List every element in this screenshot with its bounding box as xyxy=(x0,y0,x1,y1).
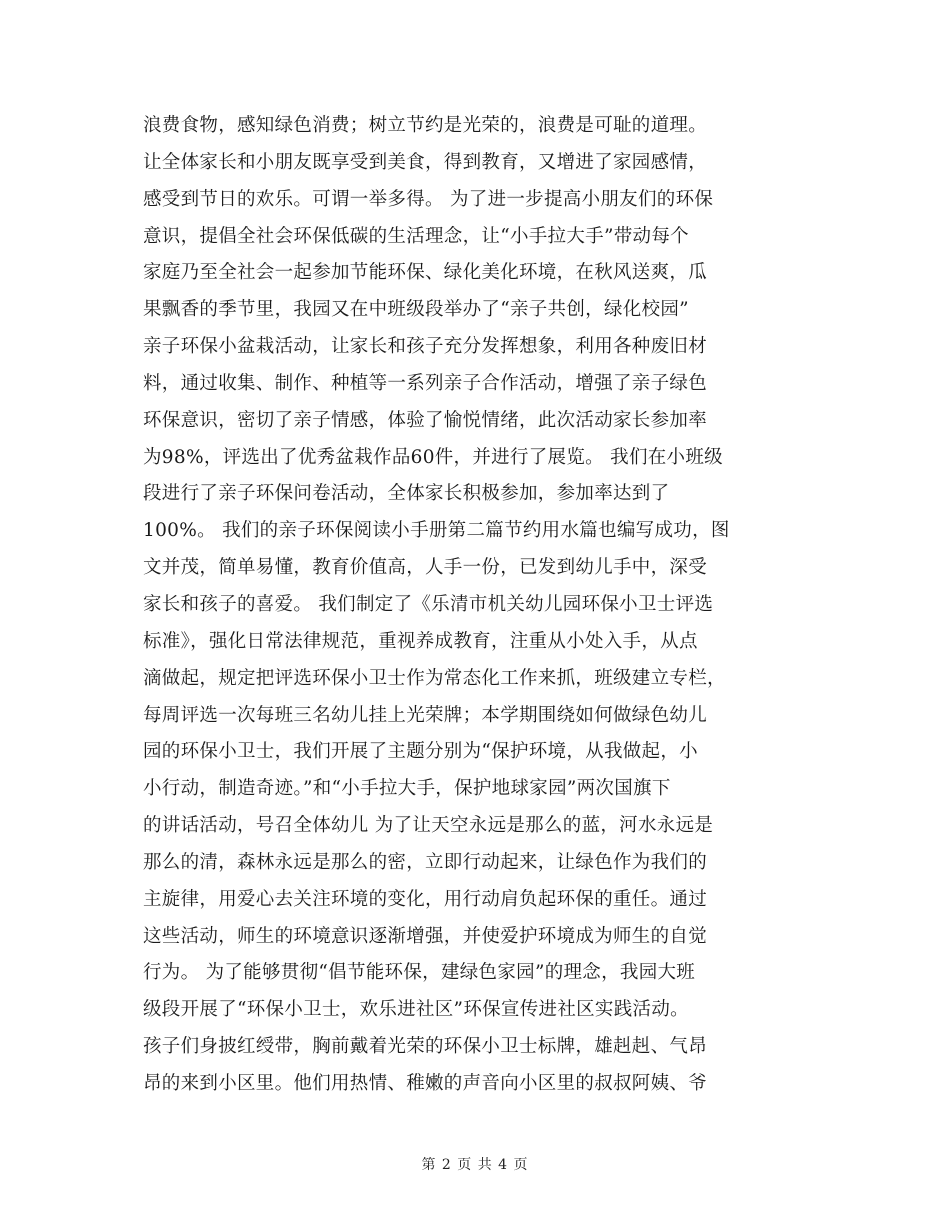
text-line: 孩子们身披红绶带，胸前戴着光荣的环保小卫士标牌，雄赳赳、气昂 xyxy=(143,1036,708,1058)
text-line: 主旋律，用爱心去关注环境的变化，用行动肩负起环保的重任。通过 xyxy=(143,888,708,910)
text-line: 意识，提倡全社会环保低碳的生活理念，让“小手拉大手”带动每个 xyxy=(143,225,689,247)
page-footer: 第 2 页 共 4 页 xyxy=(421,1157,529,1173)
text-line: 环保意识，密切了亲子情感，体验了愉悦情绪，此次活动家长参加率 xyxy=(143,409,708,431)
text-line: 段进行了亲子环保问卷活动，全体家长积极参加，参加率达到了 xyxy=(143,483,670,505)
text-line: 这些活动，师生的环境意识逐渐增强，并使爱护环境成为师生的自觉 xyxy=(143,925,708,947)
text-line: 家庭乃至全社会一起参加节能环保、绿化美化环境，在秋风送爽，瓜 xyxy=(143,262,708,284)
text-line: 亲子环保小盆栽活动，让家长和孩子充分发挥想象，利用各种废旧材 xyxy=(143,336,708,358)
text-line: 感受到节日的欢乐。可谓一举多得。 为了进一步提高小朋友们的环保 xyxy=(143,188,714,210)
text-line: 那么的清，森林永远是那么的密，立即行动起来，让绿色作为我们的 xyxy=(143,851,708,873)
text-line: 行为。 为了能够贯彻“倡节能环保，建绿色家园”的理念，我园大班 xyxy=(143,962,696,984)
text-line: 文并茂，简单易懂，教育价值高，人手一份，已发到幼儿手中，深受 xyxy=(143,557,708,579)
text-line: 园的环保小卫士，我们开展了主题分别为“保护环境，从我做起，小 xyxy=(143,741,698,763)
text-line: 标准》，强化日常法律规范，重视养成教育，注重从小处入手，从点 xyxy=(143,630,698,652)
text-line: 级段开展了“环保小卫士，欢乐进社区”环保宣传进社区实践活动。 xyxy=(143,999,689,1021)
text-line: 为98%，评选出了优秀盆栽作品60件，并进行了展览。 我们在小班级 xyxy=(143,446,723,468)
text-line: 滴做起，规定把评选环保小卫士作为常态化工作来抓，班级建立专栏， xyxy=(143,667,726,689)
text-line: 的讲话活动，号召全体幼儿 为了让天空永远是那么的蓝，河水永远是 xyxy=(143,815,714,837)
text-line: 昂的来到小区里。他们用热情、稚嫩的声音向小区里的叔叔阿姨、爷 xyxy=(143,1072,708,1094)
body-text xyxy=(143,108,813,1103)
text-line: 家长和孩子的喜爱。 我们制定了《乐清市机关幼儿园环保小卫士评选 xyxy=(143,593,714,615)
text-line: 让全体家长和小朋友既享受到美食，得到教育，又增进了家园感情， xyxy=(143,151,708,173)
text-line: 料，通过收集、制作、种植等一系列亲子合作活动，增强了亲子绿色 xyxy=(143,372,708,394)
text-line: 果飘香的季节里，我园又在中班级段举办了“亲子共创，绿化校园” xyxy=(143,299,689,321)
text-line: 100%。 我们的亲子环保阅读小手册第二篇节约用水篇也编写成功，图 xyxy=(143,520,730,542)
text-line: 浪费食物，感知绿色消费；树立节约是光荣的，浪费是可耻的道理。 xyxy=(143,115,708,136)
text-line: 小行动，制造奇迹。”和“小手拉大手，保护地球家园”两次国旗下 xyxy=(143,778,671,800)
text-line: 每周评选一次每班三名幼儿挂上光荣牌；本学期围绕如何做绿色幼儿 xyxy=(143,704,708,726)
